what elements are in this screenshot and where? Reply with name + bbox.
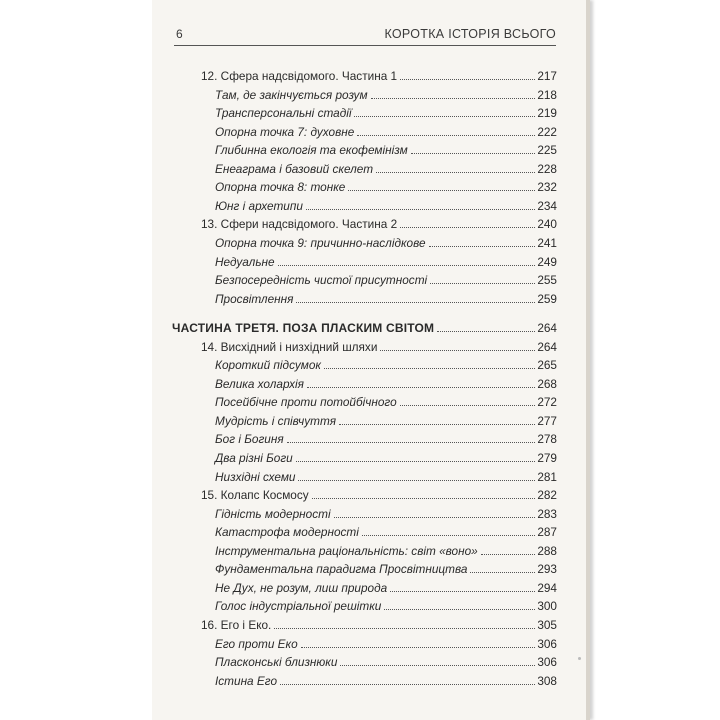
toc-entry-page: 241 xyxy=(537,235,557,250)
dot-leader xyxy=(357,135,535,136)
dot-leader xyxy=(429,246,536,247)
toc-entry-page: 293 xyxy=(537,562,557,577)
page-number: 6 xyxy=(176,27,183,41)
dot-leader xyxy=(307,387,535,388)
toc-entry-title: Безпосередність чистої присутності xyxy=(215,273,428,288)
toc-entry-page: 306 xyxy=(537,636,557,651)
toc-entry-page: 268 xyxy=(537,376,557,391)
dot-leader xyxy=(390,591,535,592)
toc-entry-title: Катастрофа модерності xyxy=(215,525,359,540)
dot-leader xyxy=(481,554,536,555)
dot-leader xyxy=(437,331,535,332)
toc-entry-section xyxy=(215,371,557,391)
dot-leader xyxy=(354,116,535,117)
dot-leader xyxy=(274,628,535,629)
dot-leader xyxy=(296,461,536,462)
toc-entry-section xyxy=(215,519,557,539)
dot-leader xyxy=(400,79,535,80)
toc-entry-section xyxy=(215,593,557,613)
toc-entry-page: 272 xyxy=(537,395,557,410)
toc-entry-page: 232 xyxy=(537,180,557,195)
dot-leader xyxy=(298,480,535,481)
toc-entry-title: 14. Висхідний і низхідний шляхи xyxy=(201,339,378,354)
toc-entry-page: 308 xyxy=(537,673,557,688)
toc-entry-section xyxy=(215,408,557,428)
dot-leader xyxy=(400,405,536,406)
toc-entry-page: 240 xyxy=(537,217,557,232)
toc-entry-page: 288 xyxy=(537,543,557,558)
dot-leader xyxy=(324,368,535,369)
dot-leader xyxy=(296,302,535,303)
dot-leader xyxy=(470,572,535,573)
toc-entry-chapter xyxy=(201,612,557,632)
toc-entry-page: 234 xyxy=(537,198,557,213)
toc-entry-title: 15. Колапс Космосу xyxy=(201,488,309,503)
toc-entry-section xyxy=(215,649,557,669)
toc-entry-section xyxy=(215,230,557,250)
toc-entry-section xyxy=(215,286,557,306)
toc-entry-title: Інструментальна раціональність: світ «воно» xyxy=(215,543,478,558)
toc-entry-title: Не Дух, не розум, лиш природа xyxy=(215,580,388,595)
toc-entry-page: 294 xyxy=(537,580,557,595)
toc-entry-page: 279 xyxy=(537,451,557,465)
toc-entry-title: Просвітлення xyxy=(215,291,294,306)
dot-leader xyxy=(340,665,535,666)
dot-leader xyxy=(339,424,535,425)
dot-leader xyxy=(384,609,535,610)
toc-entry-title: Істина Его xyxy=(215,673,278,688)
dot-leader xyxy=(380,350,535,351)
toc-entry-page: 283 xyxy=(537,506,557,521)
dot-leader xyxy=(287,442,536,443)
toc-entry-section xyxy=(215,156,557,176)
toc-entry-section xyxy=(215,389,557,409)
toc-entry-title: Фундаментальна парадигма Просвітництва xyxy=(215,562,468,577)
toc-entry-title: Пласконські близнюки xyxy=(215,655,338,670)
toc-entry-section xyxy=(215,100,557,120)
toc-entry-section xyxy=(215,575,557,595)
toc-entry-title: Два різні Боги xyxy=(215,451,293,465)
toc-entry-page: 287 xyxy=(537,525,557,540)
toc-entry-section xyxy=(215,137,557,157)
toc-entry-title: 13. Сфери надсвідомого. Частина 2 xyxy=(201,217,398,232)
toc-entry-page: 249 xyxy=(537,254,557,269)
toc-entry-section xyxy=(215,82,557,102)
toc-entry-title: Енеаграма і базовий скелет xyxy=(215,161,374,176)
toc-entry-title: 12. Сфера надсвідомого. Частина 1 xyxy=(201,69,398,83)
toc-entry-title: Недуальне xyxy=(215,254,275,269)
toc-entry-section xyxy=(215,556,557,576)
toc-entry-section xyxy=(215,426,557,446)
toc-entry-page: 219 xyxy=(537,106,557,121)
toc-entry-chapter xyxy=(201,211,557,231)
dot-leader xyxy=(278,265,536,266)
toc-entry-page: 255 xyxy=(537,273,557,288)
toc-entry-title: Опорна точка 9: причинно-наслідкове xyxy=(215,235,426,250)
toc-entry-title: Гідність модерності xyxy=(215,506,331,521)
dot-leader xyxy=(312,498,536,499)
toc-entry-chapter xyxy=(201,482,557,502)
toc-entry-title: Короткий підсумок xyxy=(215,358,321,373)
toc-entry-section xyxy=(215,174,557,194)
dot-leader xyxy=(376,172,535,173)
toc-entry-page: 259 xyxy=(537,291,557,306)
toc-entry-title: Бог і Богиня xyxy=(215,432,284,447)
toc-entry-page: 264 xyxy=(537,339,557,354)
toc-entry-page: 306 xyxy=(537,655,557,670)
toc-entry-title: Мудрість і співчуття xyxy=(215,413,336,428)
toc-entry-page: 218 xyxy=(537,87,557,102)
toc-entry-part xyxy=(172,315,557,335)
dot-leader xyxy=(400,227,535,228)
toc-entry-title: ЧАСТИНА ТРЕТЯ. ПОЗА ПЛАСКИМ СВІТОМ xyxy=(172,321,435,336)
dot-leader xyxy=(362,535,535,536)
toc-entry-section xyxy=(215,538,557,558)
toc-entry-page: 277 xyxy=(537,413,557,428)
toc-entry-page: 225 xyxy=(537,143,557,158)
book-title: КОРОТКА ІСТОРІЯ ВСЬОГО xyxy=(384,27,556,41)
toc-entry-title: Глибинна екологія та екофемінізм xyxy=(215,143,408,158)
toc-entry-title: Опорна точка 7: духовне xyxy=(215,124,355,139)
toc-entry-chapter xyxy=(201,334,557,354)
toc-entry-title: Велика холархія xyxy=(215,376,304,391)
toc-entry-page: 228 xyxy=(537,161,557,176)
toc-entry-page: 278 xyxy=(537,432,557,447)
toc-entry-title: Там, де закінчується розум xyxy=(215,87,368,102)
dot-leader xyxy=(371,98,536,99)
toc-entry-section xyxy=(215,464,557,484)
toc-entry-section xyxy=(215,631,557,651)
dot-leader xyxy=(348,190,535,191)
toc-entry-section xyxy=(215,445,557,465)
toc-entry-title: Низхідні схеми xyxy=(215,469,296,484)
toc-entry-page: 300 xyxy=(537,599,557,614)
toc-entry-section xyxy=(215,119,557,139)
toc-entry-page: 265 xyxy=(537,358,557,373)
toc-entry-chapter xyxy=(201,63,557,83)
toc-entry-title: Юнг і архетипи xyxy=(215,198,303,213)
toc-entry-page: 281 xyxy=(537,469,557,484)
dot-leader xyxy=(306,209,535,210)
dot-leader xyxy=(411,153,536,154)
toc-entry-section xyxy=(215,501,557,521)
toc-entry-section xyxy=(215,267,557,287)
dot-leader xyxy=(334,517,536,518)
toc-entry-page: 264 xyxy=(537,321,557,336)
toc-entry-section xyxy=(215,352,557,372)
toc-entry-title: Опорна точка 8: тонке xyxy=(215,180,346,195)
toc-entry-page: 282 xyxy=(537,488,557,503)
toc-entry-section xyxy=(215,668,557,688)
toc-entry-page: 222 xyxy=(537,124,557,139)
toc-entry-title: Трансперсональні стадії xyxy=(215,106,352,121)
toc-entry-section xyxy=(215,249,557,269)
toc-entry-page: 305 xyxy=(537,617,557,632)
toc-entry-page: 217 xyxy=(537,69,557,83)
toc-entry-section xyxy=(215,193,557,213)
dot-leader xyxy=(280,684,535,685)
dot-leader xyxy=(430,283,535,284)
toc-entry-title: Его проти Еко xyxy=(215,636,298,651)
toc-entry-title: 16. Его і Еко. xyxy=(201,617,272,632)
dot-leader xyxy=(301,647,536,648)
paper-speck xyxy=(578,657,581,660)
toc-entry-title: Голос індустріальної решітки xyxy=(215,599,382,614)
toc-entry-title: Посейбічне проти потойбічного xyxy=(215,395,397,410)
